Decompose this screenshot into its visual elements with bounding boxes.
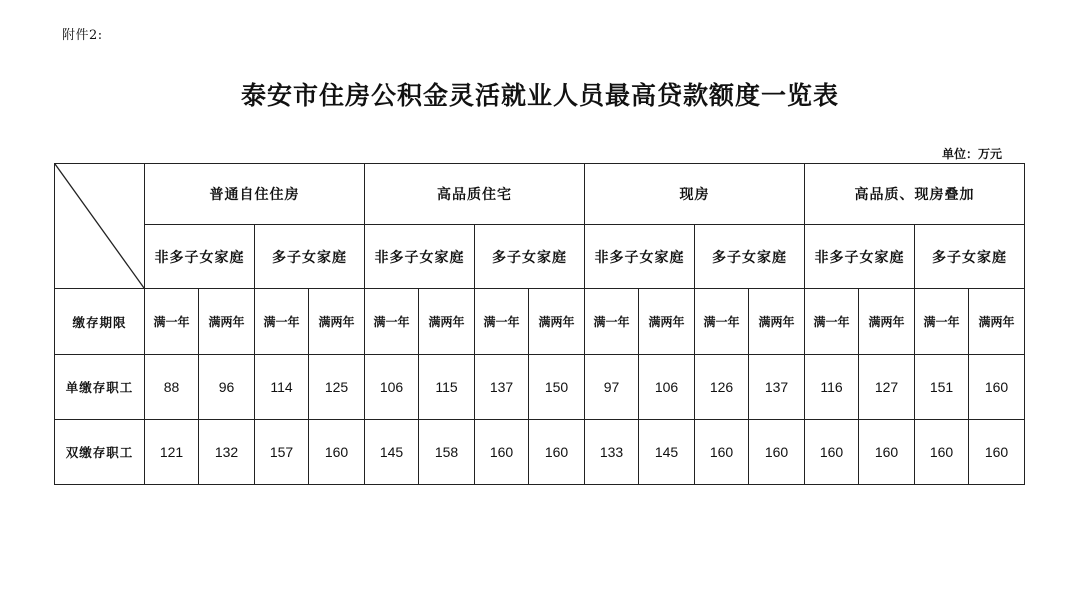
value-cell: 106	[639, 355, 695, 420]
period-header: 满一年	[695, 289, 749, 355]
header-period-row	[55, 289, 1025, 355]
subgroup-header: 多子女家庭	[475, 225, 585, 289]
period-header: 满两年	[309, 289, 365, 355]
group-header: 现房	[585, 164, 805, 225]
period-header: 满一年	[915, 289, 969, 355]
value-cell: 160	[309, 420, 365, 485]
row-label: 双缴存职工	[55, 420, 145, 485]
diagonal-line	[55, 164, 144, 288]
value-cell: 160	[805, 420, 859, 485]
value-cell: 97	[585, 355, 639, 420]
value-cell: 145	[365, 420, 419, 485]
group-header: 普通自住住房	[145, 164, 365, 225]
header-subgroup-row	[55, 225, 1025, 289]
table-row	[55, 355, 1025, 420]
value-cell: 160	[915, 420, 969, 485]
value-cell: 160	[749, 420, 805, 485]
value-cell: 115	[419, 355, 475, 420]
row-label: 单缴存职工	[55, 355, 145, 420]
value-cell: 126	[695, 355, 749, 420]
value-cell: 116	[805, 355, 859, 420]
value-cell: 114	[255, 355, 309, 420]
value-cell: 160	[859, 420, 915, 485]
value-cell: 150	[529, 355, 585, 420]
value-cell: 88	[145, 355, 199, 420]
unit-label: 单位：万元	[941, 147, 1002, 161]
value-cell: 160	[969, 420, 1025, 485]
value-cell: 158	[419, 420, 475, 485]
value-cell: 160	[695, 420, 749, 485]
group-header: 高品质住宅	[365, 164, 585, 225]
value-cell: 121	[145, 420, 199, 485]
subgroup-header: 非多子女家庭	[585, 225, 695, 289]
subgroup-header: 多子女家庭	[695, 225, 805, 289]
period-row-label: 缴存期限	[55, 289, 145, 355]
value-cell: 137	[749, 355, 805, 420]
table-row	[55, 420, 1025, 485]
value-cell: 160	[969, 355, 1025, 420]
subgroup-header: 多子女家庭	[915, 225, 1025, 289]
corner-diagonal-cell	[55, 164, 145, 289]
value-cell: 160	[529, 420, 585, 485]
value-cell: 145	[639, 420, 695, 485]
subgroup-header: 非多子女家庭	[805, 225, 915, 289]
attachment-label: 附件2:	[62, 28, 103, 43]
period-header: 满两年	[199, 289, 255, 355]
period-header: 满一年	[585, 289, 639, 355]
value-cell: 96	[199, 355, 255, 420]
value-cell: 160	[475, 420, 529, 485]
subgroup-header: 多子女家庭	[255, 225, 365, 289]
period-header: 满一年	[365, 289, 419, 355]
period-header: 满一年	[805, 289, 859, 355]
document-title: 泰安市住房公积金灵活就业人员最高贷款额度一览表	[240, 81, 839, 110]
period-header: 满两年	[419, 289, 475, 355]
value-cell: 133	[585, 420, 639, 485]
subgroup-header: 非多子女家庭	[365, 225, 475, 289]
period-header: 满两年	[859, 289, 915, 355]
value-cell: 106	[365, 355, 419, 420]
period-header: 满一年	[145, 289, 199, 355]
subgroup-header: 非多子女家庭	[145, 225, 255, 289]
value-cell: 127	[859, 355, 915, 420]
period-header: 满一年	[475, 289, 529, 355]
value-cell: 151	[915, 355, 969, 420]
value-cell: 132	[199, 420, 255, 485]
period-header: 满两年	[749, 289, 805, 355]
header-group-row	[55, 164, 1025, 225]
period-header: 满两年	[969, 289, 1025, 355]
period-header: 满一年	[255, 289, 309, 355]
loan-limit-table	[54, 163, 1025, 485]
value-cell: 137	[475, 355, 529, 420]
group-header: 高品质、现房叠加	[805, 164, 1025, 225]
period-header: 满两年	[529, 289, 585, 355]
period-header: 满两年	[639, 289, 695, 355]
value-cell: 157	[255, 420, 309, 485]
value-cell: 125	[309, 355, 365, 420]
